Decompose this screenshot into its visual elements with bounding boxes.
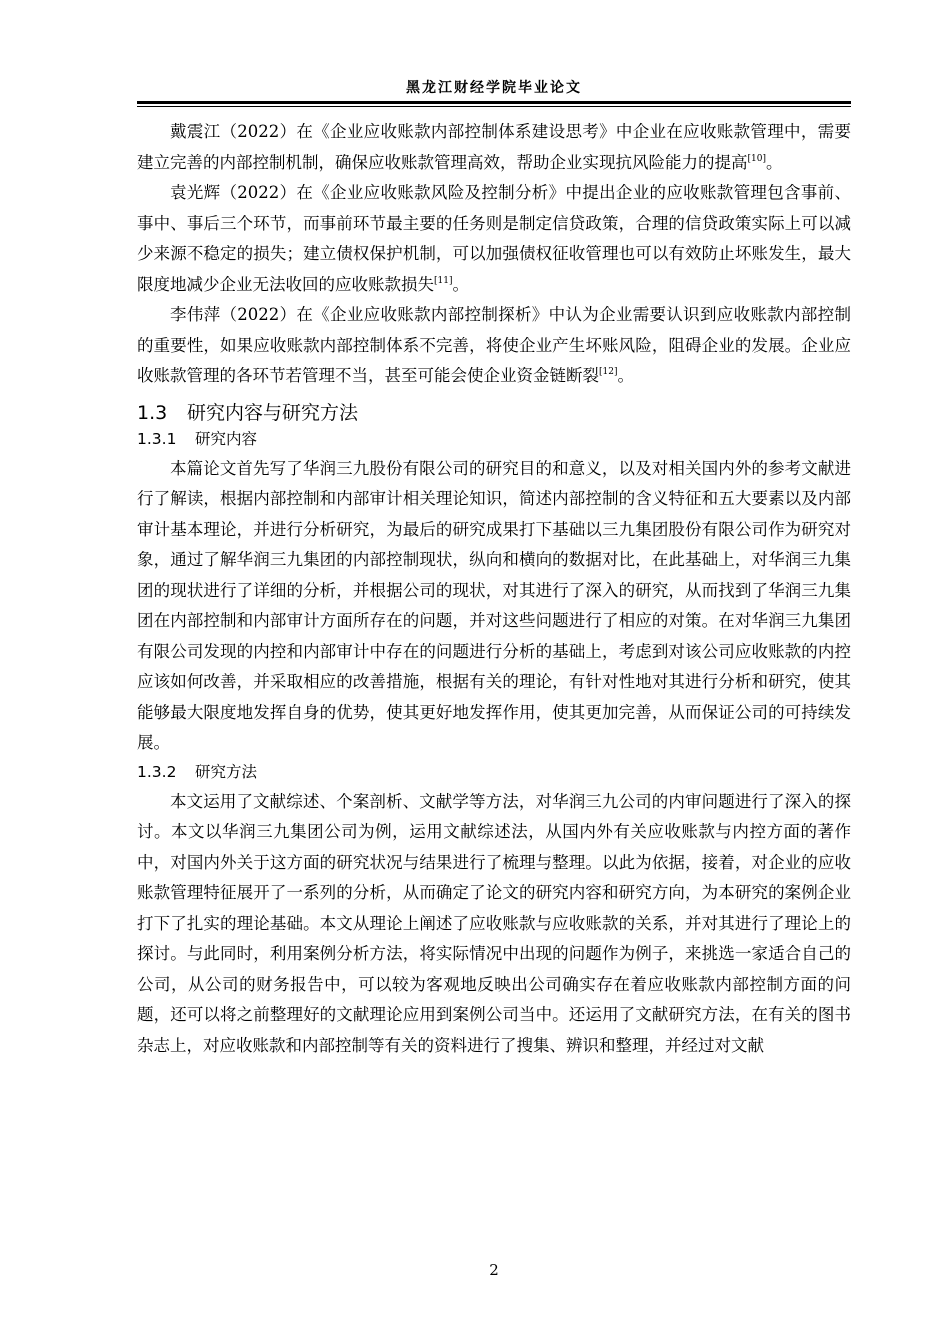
citation-ref: [11] (434, 275, 453, 286)
paragraph-dai (137, 117, 851, 178)
subsection-heading-1-3-1 (137, 428, 851, 450)
paragraph-yuan (137, 178, 851, 300)
header-rule-thick (137, 101, 851, 104)
subsection-title: 研究内容 (195, 429, 258, 448)
paragraph-text: 戴震江（2022）在《企业应收账款内部控制体系建设思考》中企业在应收账款管理中，需要建立完善的内部控制机制，确保应收账款管理高效，帮助企业实现抗风险能力的提高 (137, 122, 851, 172)
section-title: 研究内容与研究方法 (187, 401, 359, 424)
section-heading-1-3 (137, 402, 851, 424)
paragraph-research-method: 本文运用了文献综述、个案剖析、文献学等方法，对华润三九公司的内审问题进行了深入的探讨。本文以华润三九集团公司为例，运用文献综述法，从国内外有关应收账款与内控方面的著作中，对国内外关于这方面的研究状况与结果进行了梳理与整理。以此为依据，接着，对企业的应收账款管理特征展开了一系列的分析，从而确定了论文的研究内容和研究方向，为本研究的案例企业打下了扎实的理论基础。本文从理论上阐述了应收账款与应收账款的关系，并对其进行了理论上的探讨。与此同时，利用案例分析方法，将实际情况中出现的问题作为例子，来挑选一家适合自己的公司，从公司的财务报告中，可以较为客观地反映出公司确实存在着应收账款内部控制方面的问题，还可以将之前整理好的文献理论应用到案例公司当中。还运用了文献研究方法，在有关的图书杂志上，对应收账款和内部控制等有关的资料进行了搜集、辨识和整理，并经过对文献 (137, 791, 851, 1055)
section-number: 1.3 (137, 401, 168, 424)
paragraph-end: 。 (452, 274, 469, 294)
paragraph-text: 李伟萍（2022）在《企业应收账款内部控制探析》中认为企业需要认识到应收账款内部控制的重要性，如果应收账款内部控制体系不完善，将使企业产生坏账风险，阻碍企业的发展。企业应收账款管理的各环节若管理不当，甚至可能会使企业资金链断裂 (137, 305, 851, 385)
subsection-heading-1-3-2 (137, 761, 851, 783)
paragraph-research-content: 本篇论文首先写了华润三九股份有限公司的研究目的和意义，以及对相关国内外的参考文献进行了解读，根据内部控制和内部审计相关理论知识，简述内部控制的含义特征和五大要素以及内部审计基本理论，并进行分析研究，为最后的研究成果打下基础以三九集团股份有限公司作为研究对象，通过了解华润三九集团的内部控制现状，纵向和横向的数据对比，在此基础上，对华润三九集团的现状进行了详细的分析，并根据公司的现状，对其进行了深入的研究，从而找到了华润三九集团在内部控制和内部审计方面所存在的问题，并对这些问题进行了相应的对策。在对华润三九集团有限公司发现的内控和内部审计中存在的问题进行分析的基础上，考虑到对该公司应收账款的内控应该如何改善，并采取相应的改善措施，根据有关的理论，有针对性地对其进行分析和研究，使其能够最大限度地发挥自身的优势，使其更好地发挥作用，使其更加完善，从而保证公司的可持续发展。 (137, 458, 851, 752)
paragraph-li (137, 300, 851, 392)
paragraph-end: 。 (765, 152, 783, 172)
subsection-title: 研究方法 (195, 762, 258, 781)
paragraph-end: 。 (617, 366, 634, 385)
running-header: 黑龙江财经学院毕业论文 (406, 80, 582, 96)
subsection-number: 1.3.2 (137, 762, 177, 781)
citation-ref: [10] (747, 153, 766, 164)
citation-ref: [12] (599, 367, 618, 377)
paragraph-text: 袁光辉（2022）在《企业应收账款风险及控制分析》中提出企业的应收账款管理包含事前、事中、事后三个环节，而事前环节最主要的任务则是制定信贷政策，合理的信贷政策实际上可以减少来源不稳定的损失；建立债权保护机制，可以加强债权征收管理也可以有效防止坏账发生，最大限度地减少企业无法收回的应收账款损失 (137, 183, 851, 294)
subsection-number: 1.3.1 (137, 429, 177, 448)
header-rule-thin (137, 106, 851, 107)
body-content (137, 117, 851, 1061)
page-number: 2 (489, 1261, 499, 1279)
